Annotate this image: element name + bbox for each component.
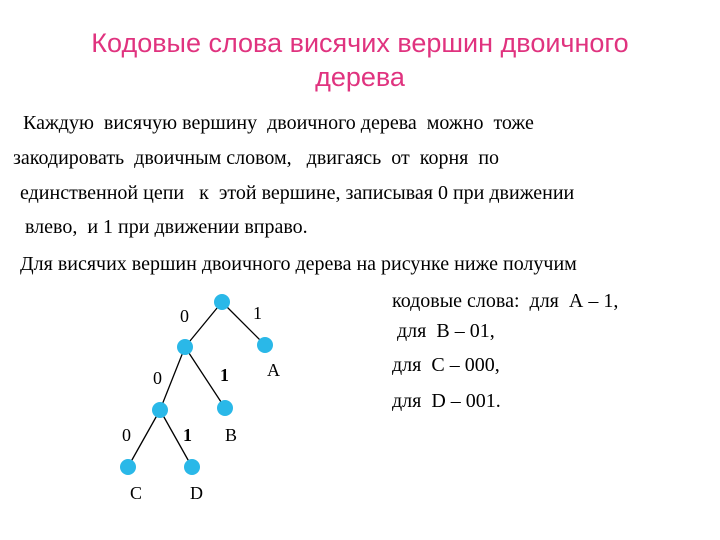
slide-title	[60, 26, 660, 94]
code-b: для В – 01,	[392, 320, 495, 342]
tree-node-leaf-b	[217, 400, 233, 416]
leaf-label-b: B	[225, 425, 238, 445]
tree-node-leaf-a	[257, 337, 273, 353]
tree-node-leaf-c	[120, 459, 136, 475]
edge-label-root-left: 0	[180, 306, 189, 326]
paragraph-line-2: закодировать двоичным словом, двигаясь от корня по	[8, 147, 500, 169]
edge-label-root-right: 1	[253, 303, 262, 323]
leaf-label-d: D	[190, 483, 203, 503]
edge-root-left	[185, 302, 222, 347]
paragraph-line-5: Для висячих вершин двоичного дерева на рисунке ниже получим	[20, 253, 577, 275]
edge-n1-left	[160, 347, 185, 410]
code-d: для D – 001.	[392, 390, 501, 412]
edge-label-n2-left: 0	[122, 425, 131, 445]
title-line-1: Кодовые слова висячих вершин двоичного	[91, 28, 629, 58]
edge-label-n1-left: 0	[153, 368, 162, 388]
edge-label-n1-right: 1	[220, 365, 229, 385]
leaf-label-a: A	[267, 360, 280, 380]
paragraph-line-4: влево, и 1 при движении вправо.	[20, 216, 308, 238]
binary-tree-diagram	[110, 282, 310, 512]
tree-node-level1	[177, 339, 193, 355]
tree-node-root	[214, 294, 230, 310]
paragraph-line-3: единственной цепи к этой вершине, записывая 0 при движении	[20, 182, 575, 204]
title-line-2: дерева	[315, 62, 405, 92]
tree-node-level2	[152, 402, 168, 418]
leaf-label-c: C	[130, 483, 143, 503]
codes-intro: кодовые слова: для А – 1,	[392, 290, 619, 312]
edge-n1-right	[185, 347, 225, 408]
paragraph-line-1: Каждую висячую вершину двоичного дерева можно тоже	[8, 112, 534, 134]
edge-n2-left	[128, 410, 160, 467]
tree-node-leaf-d	[184, 459, 200, 475]
code-c: для С – 000,	[392, 354, 500, 376]
edge-label-n2-right: 1	[183, 425, 192, 445]
